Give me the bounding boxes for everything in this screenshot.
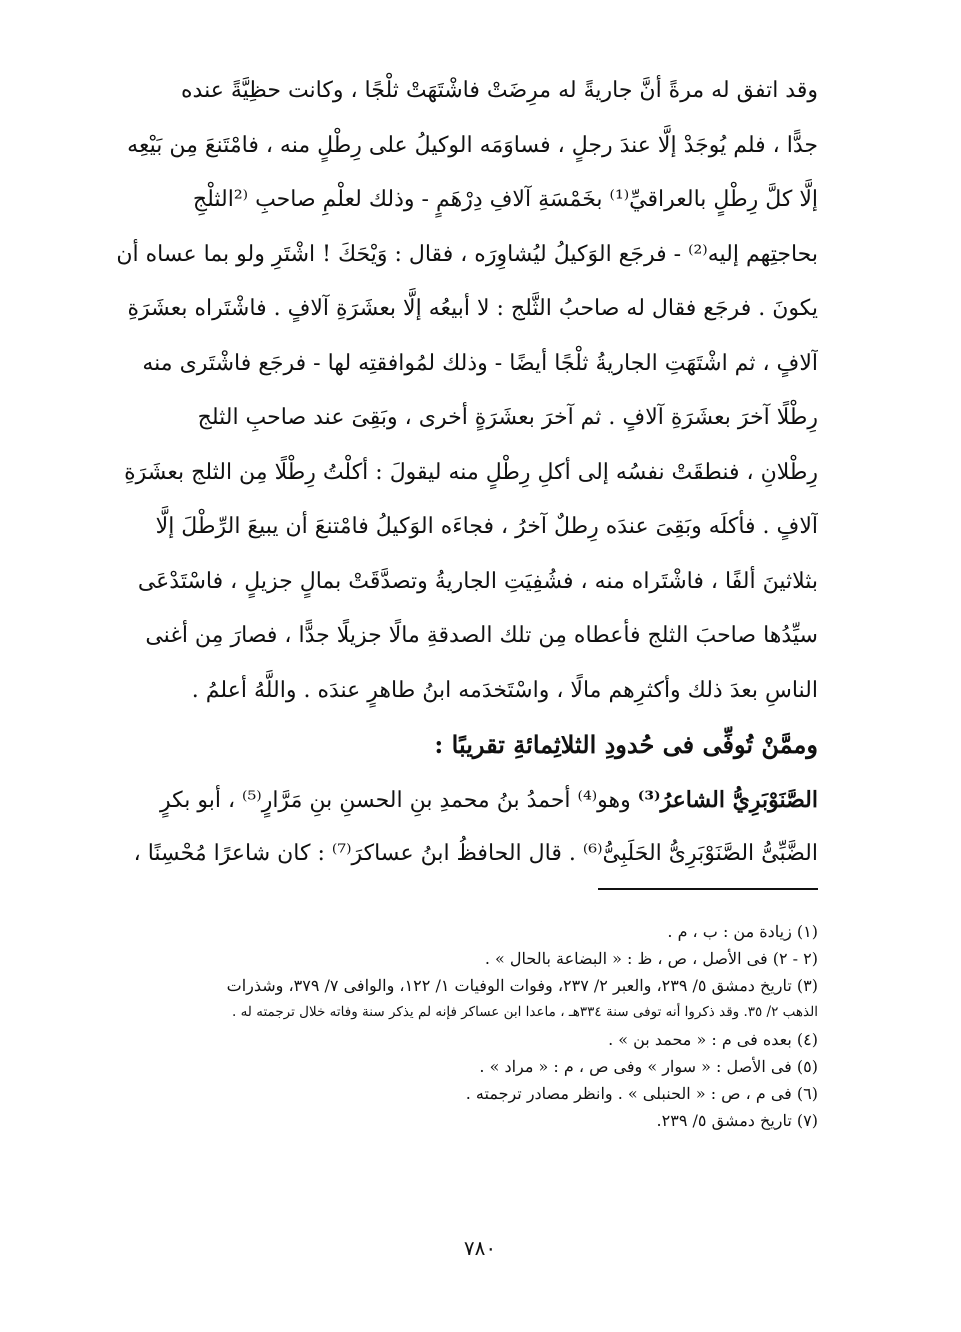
- footnote: (٣) تاريخ دمشق ٥/ ٢٣٩، والعبر ٢/ ٢٣٧، وفوات الوفيات ١/ ١٢٢، والوافى ٧/ ٣٧٩، وشذرات: [226, 976, 818, 995]
- footnote: (٢ - ٢) فى الأصل ، ص ، ظ : « البضاعة بالحال » .: [484, 949, 818, 968]
- text-line: رِطْلانِ ، فنطقَتْ نفسُه إلى أكلِ رِطْلٍ منه ليقولَ : أكلْتُ رِطْلًا مِن الثلج بعشَرَةِ: [124, 459, 818, 485]
- text-line: يكونَ . فرجَع فقال له صاحبُ الثَّلج : لا أبيعُه إلَّا بعشَرَةِ آلافٍ . فاشْتَراه بعشَرَةِ: [127, 296, 818, 321]
- text-line: إلَّا كلَّ رِطْلٍ بالعراقيِّ⁽¹⁾ بخَمْسَةِ آلافِ دِرْهَمٍ - وذلك لعلْمِ صاحبِ ⁽²الثلْجِ: [192, 187, 818, 212]
- text-line: آلافٍ . فأكلَه وبَقِىَ عندَه رِطلٌ آخرُ ، فجاءَه الوَكيلُ فامْتنعَ أن يبيعَ الرِّطْلَ إلَّا: [155, 514, 818, 539]
- text-line: الناسِ بعدَ ذلك وأكثرِهم مالًا ، واسْتَخدَمه ابنُ طاهرٍ عندَه . واللَّهُ أعلمُ .: [191, 677, 818, 703]
- footnote-separator: [598, 888, 818, 890]
- text-line: رِطْلًا آخرَ بعشَرَةِ آلافٍ . ثم آخرَ بعشَرَةٍ أخرى ، وبَقِىَ عند صاحبِ الثلج: [197, 405, 818, 430]
- entry-line: الضَّبِّىُّ الصَّنَوْبَرِىُّ الحَلَبِىُّ⁽⁶⁾ . قال الحافظُ ابنُ عساكرَ⁽⁷⁾ : كان شاعرًا مُحْسِنًا ،: [133, 841, 818, 866]
- text-line: بثلاثينَ ألفًا ، فاشْتَراه منه ، فشُفِيَتِ الجاريةُ وتصدَّقَتْ بمالٍ جزيلٍ ، فاسْتَدْعَى: [137, 568, 818, 594]
- footnote: (٤) بعده فى م : « محمد بن » .: [608, 1030, 818, 1049]
- text-line: جدًّا ، فلم يُوجَدْ إلَّا عندَ رجلٍ ، فساوَمَه الوكيلُ على رِطْلٍ منه ، فامْتَنعَ مِن بَيْعِه: [127, 132, 818, 158]
- footnote: (١) زيادة من : ب ، م .: [667, 922, 818, 941]
- entry-text: وهو⁽⁴⁾ أحمدُ بنُ محمدِ بنِ الحسنِ بنِ مَرَّارٍ⁽⁵⁾ ، أبو بكرٍ: [159, 787, 638, 813]
- footnote: (٦) فى م ، ص : « الحنبلى » . وانظر مصادر ترجمته .: [465, 1084, 818, 1103]
- page-number: ٧٨٠: [463, 1236, 497, 1260]
- text-line: سيِّدُها صاحبَ الثلج فأعطاه مِن تلك الصدقةِ مالًا جزيلًا جدًّا ، فصارَ مِن أغنى: [145, 623, 818, 648]
- text-line: وقد اتفق له مرةً أنَّ جاريةً له مرِضَتْ فاشْتَهَتْ ثلْجًا ، وكانت حظِيَّةً عنده: [181, 78, 818, 103]
- text-line: آلافٍ ، ثم اشْتَهَتِ الجاريةُ ثلْجًا أيضًا - وذلك لمُوافقتِه لها - فرجَع فاشْتَرى منه: [142, 350, 818, 376]
- section-heading: وممَّنْ تُوفِّى فى حُدودِ الثلاثِمائةِ تقريبًا :: [434, 730, 818, 759]
- footnotes: [100, 918, 818, 1134]
- footnote-continuation: الذهب ٢/ ٣٥. وقد ذكروا أنه توفى سنة ٣٣٤هـ ، ماعدا ابن عساكر فإنه لم يذكر سنة وفاته خلال ترجمته له .: [231, 1004, 818, 1020]
- footnote: (٥) فى الأصل : « سوار » وفى ص ، م : « مراد » .: [479, 1057, 818, 1076]
- entry-name: الصَّنَوْبَرِيُّ الشاعرُ⁽³⁾: [637, 786, 818, 813]
- main-text: [100, 64, 818, 882]
- footnote: (٧) تاريخ دمشق ٥/ ٢٣٩.: [656, 1111, 818, 1130]
- text-line: بحاجتِهم إليه⁽²⁾ - فرجَع الوَكيلُ ليُشاوِرَه ، فقال : وَيْحَكَ ! اشْتَرِ ولو بما عساه أن: [116, 241, 818, 267]
- entry-line: [100, 773, 818, 828]
